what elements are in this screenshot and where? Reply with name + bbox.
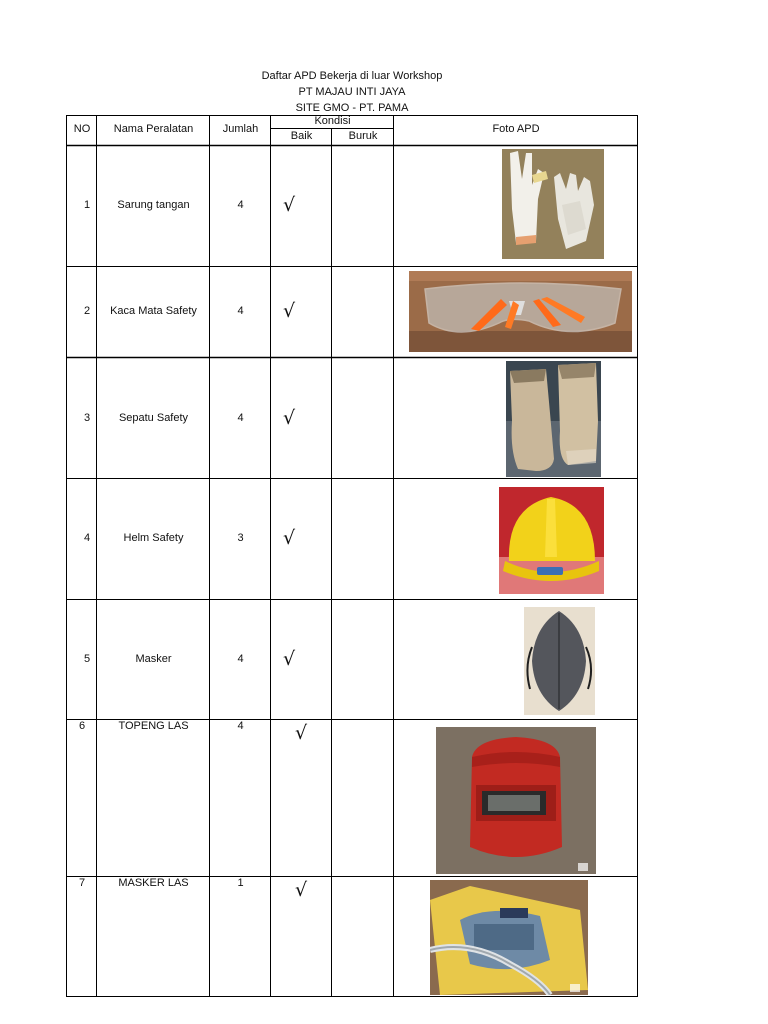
row-4-no: 4: [83, 532, 91, 544]
welding-helmet-photo: [436, 727, 596, 874]
row-4-jumlah: 3: [237, 532, 244, 544]
row-7-jumlah: 1: [237, 877, 244, 889]
header-baik: Baik: [290, 130, 313, 142]
row-5-baik-check: √: [283, 648, 296, 670]
row-1-nama: Sarung tangan: [117, 199, 190, 211]
row-7-no: 7: [78, 877, 86, 889]
row-2-nama: Kaca Mata Safety: [110, 305, 197, 317]
row-5-jumlah: 4: [237, 653, 244, 665]
document-title: [0, 68, 704, 116]
row-2-no: 2: [83, 305, 91, 317]
row-3-no: 3: [83, 412, 91, 424]
safety-boots-photo: [506, 361, 601, 477]
gloves-photo: [502, 149, 604, 259]
row-5-no: 5: [83, 653, 91, 665]
header-nama-peralatan: Nama Peralatan: [113, 123, 194, 135]
header-buruk: Buruk: [348, 130, 378, 142]
welding-mask-photo: [430, 880, 588, 995]
title-line-1: Daftar APD Bekerja di luar Workshop: [261, 70, 443, 82]
row-6-no: 6: [78, 720, 86, 732]
row-5-nama: Masker: [135, 653, 172, 665]
header-foto-apd: Foto APD: [492, 123, 540, 135]
header-kondisi: Kondisi: [314, 115, 351, 127]
row-2-jumlah: 4: [237, 305, 244, 317]
header-jumlah: Jumlah: [222, 123, 259, 135]
safety-helmet-photo: [499, 487, 604, 594]
title-line-2: PT MAJAU INTI JAYA: [298, 86, 406, 98]
row-4-baik-check: √: [283, 527, 296, 549]
row-3-baik-check: √: [283, 407, 296, 429]
row-7-baik-check: √: [295, 879, 308, 901]
title-line-3: SITE GMO - PT. PAMA: [295, 102, 409, 114]
row-6-nama: TOPENG LAS: [118, 720, 189, 732]
header-no: NO: [73, 123, 91, 135]
row-3-nama: Sepatu Safety: [118, 412, 189, 424]
row-1-jumlah: 4: [237, 199, 244, 211]
row-2-baik-check: √: [283, 300, 296, 322]
row-7-nama: MASKER LAS: [118, 877, 189, 889]
row-4-nama: Helm Safety: [123, 532, 184, 544]
safety-glasses-photo: [409, 271, 632, 352]
row-3-jumlah: 4: [237, 412, 244, 424]
row-6-jumlah: 4: [237, 720, 244, 732]
mask-photo: [524, 607, 595, 715]
row-1-baik-check: √: [283, 194, 296, 216]
row-6-baik-check: √: [295, 722, 308, 744]
row-1-no: 1: [83, 199, 91, 211]
